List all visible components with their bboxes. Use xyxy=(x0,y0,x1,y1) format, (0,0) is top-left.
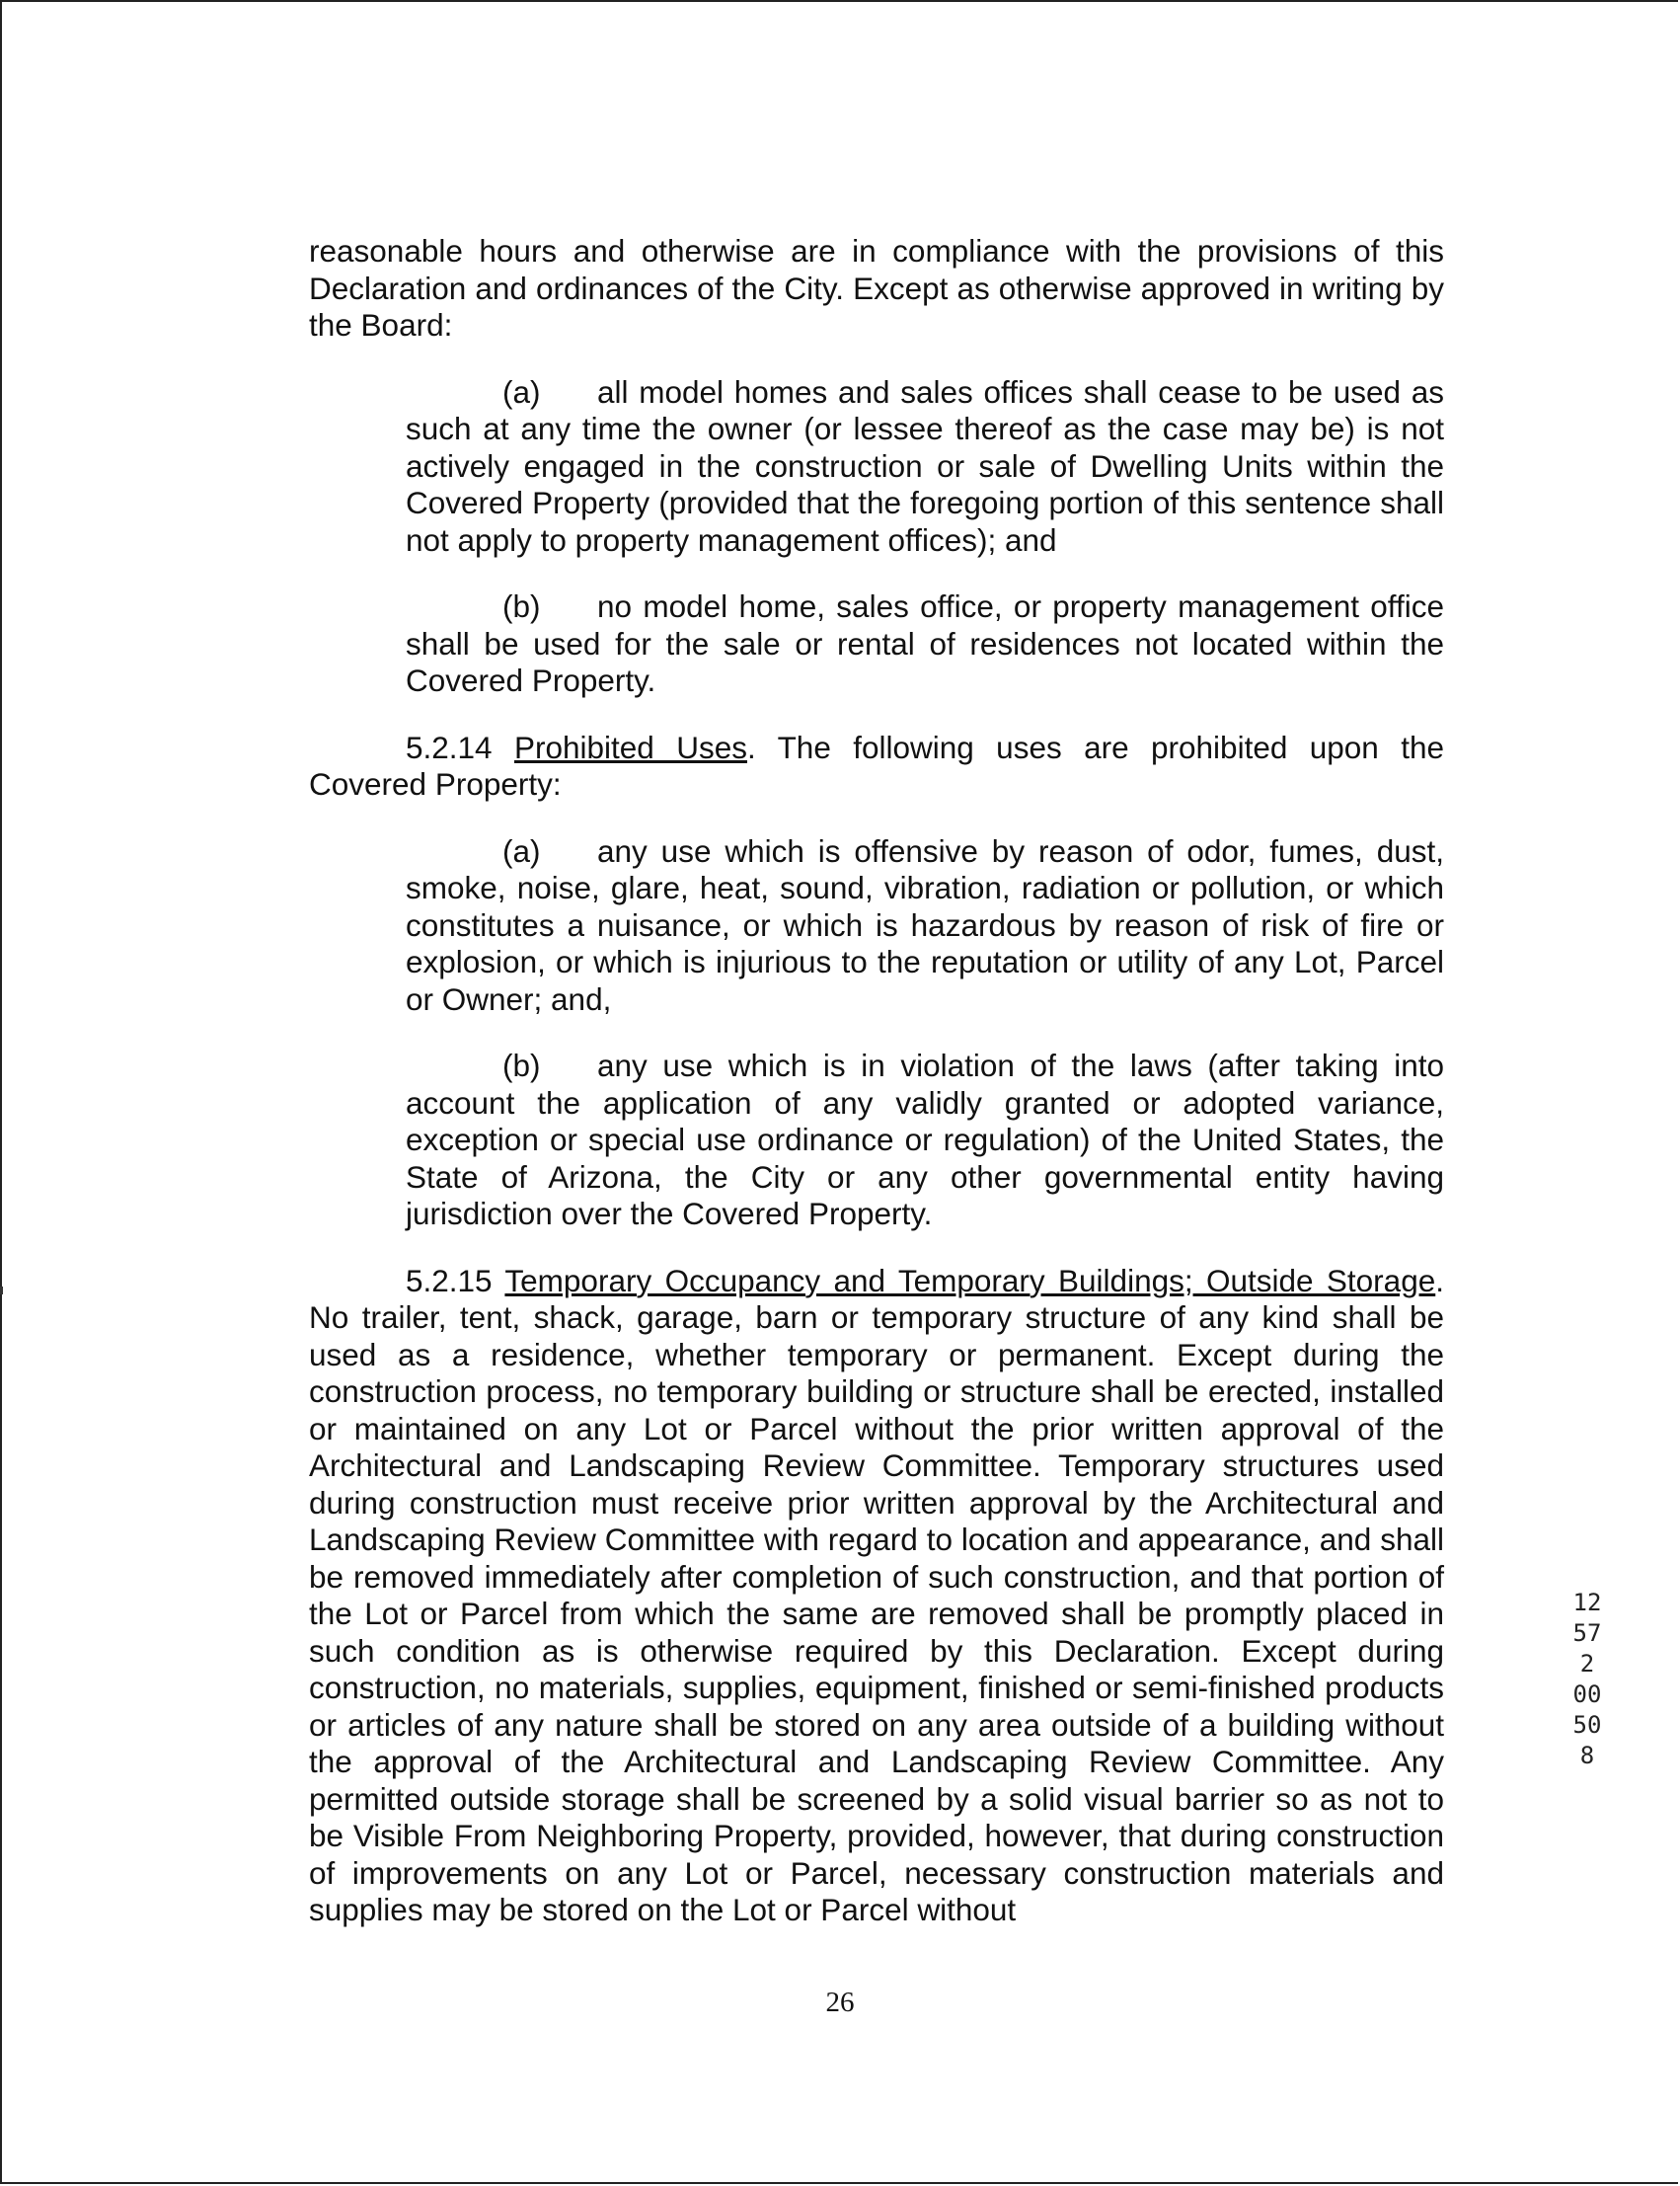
section-text: The following uses are prohibited upon the Covered Property: xyxy=(309,729,1444,802)
section-title: Temporary Occupancy and Temporary Buildings; Outside Storage xyxy=(504,1262,1436,1298)
item-label: (b) xyxy=(502,588,541,624)
section-title: Prohibited Uses xyxy=(513,729,747,765)
item-label: (b) xyxy=(502,1048,541,1083)
item-text: no model home, sales office, or property management office shall be used for the sale or rental of residences not located within the Covered Property. xyxy=(406,588,1444,698)
page-number: 26 xyxy=(825,1987,855,2018)
intro-paragraph: reasonable hours and otherwise are in compliance with the provisions of this Declaration and ordinances of the City. Except as otherwise approved in writing by the Board: xyxy=(309,233,1444,343)
section-title-suffix: . xyxy=(1435,1262,1444,1298)
document-body xyxy=(309,233,1444,1929)
section-number: 5.2.14 xyxy=(406,729,493,765)
section-number: 5.2.15 xyxy=(406,1262,493,1298)
recording-number: 12572 00508 xyxy=(1572,1589,1602,1769)
item-5213-a xyxy=(406,374,1444,560)
section-5215-paragraph xyxy=(309,1263,1444,1929)
item-5214-b xyxy=(406,1048,1444,1233)
item-5213-b xyxy=(406,588,1444,700)
section-text: No trailer, tent, shack, garage, barn or temporary structure of any kind shall be used as a residence, whether temporary or permanent. Except during the construction process, no temporary building or structure shall be erected, installed or maintained on any Lot or Parcel without the prior written approval of the Architectural and Landscaping Review Committee. Temporary structures used during construction must receive prior written approval by the Architectural and Landscaping Review Committee with regard to location and appearance, and shall be removed immediately after completion of such construction, and that portion of the Lot or Parcel from which the same are removed shall be promptly placed in such condition as is otherwise required by this Declaration. Except during construction, no materials, supplies, equipment, finished or semi-finished products or articles of any nature shall be stored on any area outside of a building without the approval of the Architectural and Landscaping Review Committee. Any permitted outside storage shall be screened by a solid visual barrier so as not to be Visible From Neighboring Property, provided, however, that during construction of improvements on any Lot or Parcel, necessary construction materials and supplies may be stored on the Lot or Parcel without xyxy=(309,1299,1444,1927)
item-5214-a xyxy=(406,833,1444,1019)
section-5214-heading-paragraph xyxy=(309,730,1444,804)
item-text: all model homes and sales offices shall cease to be used as such at any time the owner (or lessee thereof as the case may be) is not actively engaged in the construction or sale of Dwelling Units within the Covered Property (provided that the foregoing portion of this sentence shall not apply to property management offices); and xyxy=(406,373,1444,558)
section-title-suffix: . xyxy=(746,729,756,765)
item-text: any use which is offensive by reason of odor, fumes, dust, smoke, noise, glare, heat, sound, vibration, radiation or pollution, or which constitutes a nuisance, or which is hazardous by reason of risk of fire or explosion, or which is injurious to the reputation or utility of any Lot, Parcel or Owner; and, xyxy=(406,832,1444,1017)
item-label: (a) xyxy=(502,373,541,410)
item-label: (a) xyxy=(502,832,541,869)
scan-mark xyxy=(0,1287,3,1294)
item-text: any use which is in violation of the laws (after taking into account the application of any validly granted or adopted variance, exception or special use ordinance or regulation) of the United States, the State of Arizona, the City or any other governmental entity having jurisdiction over the Covered Property. xyxy=(406,1048,1444,1231)
